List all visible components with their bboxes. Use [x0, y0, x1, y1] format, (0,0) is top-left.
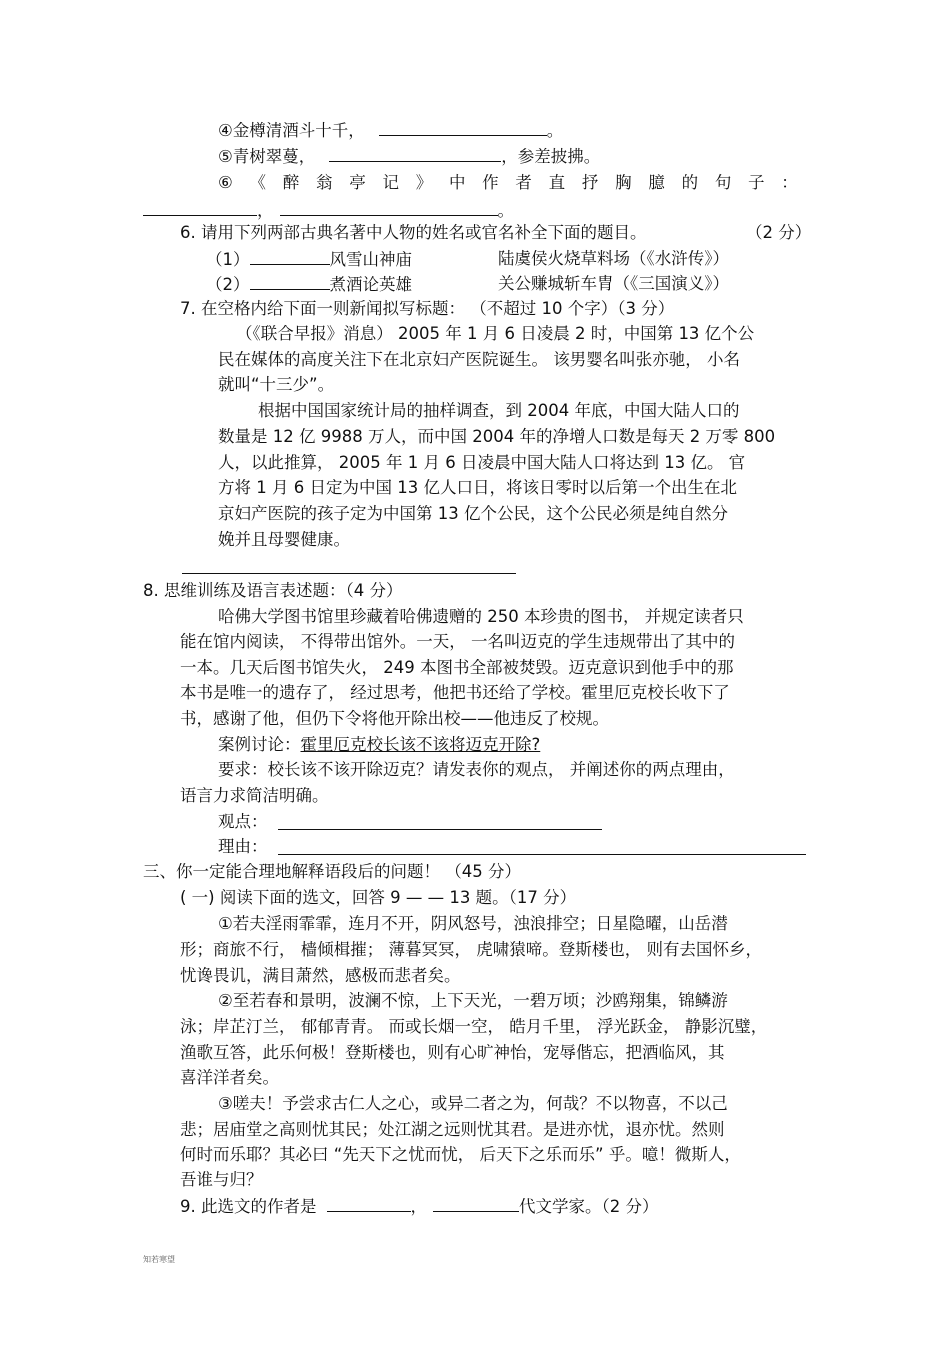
poem-line-6-char: 直: [548, 173, 566, 192]
poem-line-6-char: ：: [781, 173, 798, 192]
q8-line: 一本。几天后图书馆失火， 249 本图书全部被焚毁。迈克意识到他手中的那: [180, 658, 734, 677]
answer-blank[interactable]: [250, 273, 330, 290]
poem-line-6-char: 胸: [615, 173, 632, 192]
q6-item-2-b: 关公赚城斩车胄（《三国演义》）: [498, 274, 729, 293]
poem-line-6-char: 子: [748, 173, 765, 192]
q7-line: 京妇产医院的孩子定为中国第 13 亿个公民，这个公民必须是纯自然分: [218, 504, 728, 523]
poem-line-6-char: 醉: [282, 173, 300, 192]
q8-line: 哈佛大学图书馆里珍藏着哈佛遗赠的 250 本珍贵的图书， 并规定读者只: [218, 607, 744, 626]
q8-stem: 8. 思维训练及语言表述题：（4 分）: [143, 581, 403, 600]
poem-line-6-char: 者: [515, 173, 532, 192]
passage-line: ①若夫淫雨霏霏，连月不开，阴风怒号，浊浪排空；日星隐曜，山岳潜: [218, 914, 728, 933]
poem-line-6-char: 句: [714, 173, 732, 192]
poem-line-6-end: 。: [497, 201, 514, 220]
q7-line: 根据中国国家统计局的抽样调查，到 2004 年底，中国大陆人口的: [258, 401, 740, 420]
q7-answer-line[interactable]: [182, 573, 516, 574]
poem-line-6-mid: ，: [257, 201, 274, 220]
poem-line-6-char: 臆: [648, 173, 665, 192]
q8-line: 能在馆内阅读， 不得带出馆外。一天， 一名叫迈克的学生违规带出了其中的: [180, 632, 735, 651]
part3-subheading: ( 一) 阅读下面的选文，回答 9 — — 13 题。（17 分）: [180, 888, 577, 907]
poem-line-6-char: 中: [448, 173, 466, 192]
q8-case-label: 案例讨论：: [218, 735, 301, 754]
q6-item-2-a: 煮酒论英雄: [329, 275, 412, 294]
passage-line: ③嗟夫！予尝求古仁人之心，或异二者之为，何哉？不以物喜，不以己: [218, 1094, 728, 1113]
passage-line: 悲；居庙堂之高则忧其民；处江湖之远则忧其君。是进亦忧，退亦忧。然则: [180, 1120, 725, 1139]
q8-line: 本书是唯一的遗存了， 经过思考，他把书还给了学校。霍里厄克校长收下了: [180, 683, 730, 702]
poem-line-6-answers: [143, 199, 514, 222]
q9-mid: ，: [410, 1197, 427, 1216]
q9-prefix: 9. 此选文的作者是: [180, 1197, 317, 1216]
answer-blank[interactable]: [329, 145, 501, 162]
poem-line-6: [218, 172, 798, 194]
answer-blank[interactable]: [143, 199, 257, 216]
footer-mark: 知若寒望: [143, 1255, 175, 1264]
q6-item-1-a: 风雪山神庙: [329, 250, 412, 269]
q9-suffix: 代文学家。（2 分）: [519, 1197, 659, 1216]
passage-line: ②至若春和景明，波澜不惊，上下天光，一碧万顷；沙鸥翔集，锦鳞游: [218, 991, 728, 1010]
part3-heading: 三、你一定能合理地解释语段后的问题！ （45 分）: [143, 862, 521, 881]
answer-blank[interactable]: [379, 119, 547, 136]
q6-stem: 6. 请用下列两部古典名著中人物的姓名或官名补全下面的题目。: [180, 223, 647, 242]
passage-line: 泳；岸芷汀兰， 郁郁青青。 而或长烟一空， 皓月千里， 浮光跃金， 静影沉璧，: [180, 1017, 768, 1036]
poem-line-6-char: 翁: [316, 173, 333, 192]
q7-line: 方将 1 月 6 日定为中国 13 亿人口日，将该日零时以后第一个出生在北: [218, 478, 737, 497]
poem-line-6-char: 的: [681, 173, 699, 192]
poem-line-4: [218, 119, 563, 142]
answer-blank[interactable]: [280, 199, 498, 216]
q6-item-2: [206, 273, 412, 296]
passage-line: 吾谁与归？: [180, 1170, 263, 1189]
passage-line: 何时而乐耶？其必曰 “先天下之忧而忧， 后天下之乐而乐” 乎。噫！微斯人，: [180, 1145, 741, 1164]
poem-line-6-char: 《: [249, 173, 267, 192]
poem-line-5: [218, 145, 600, 168]
answer-blank[interactable]: [250, 248, 330, 265]
q8-view-answer-line[interactable]: [278, 829, 602, 830]
poem-line-4-suffix: 。: [546, 121, 564, 140]
passage-line: 渔歌互答，此乐何极！登斯楼也，则有心旷神怡，宠辱偕忘，把酒临风，其: [180, 1043, 725, 1062]
q8-requirement: 要求：校长该不该开除迈克？请发表你的观点， 并阐述你的两点理由，: [218, 760, 735, 779]
q7-line: 民在媒体的高度关注下在北京妇产医院诞生。 该男婴名叫张亦驰， 小名: [218, 350, 740, 369]
passage-line: 形；商旅不行， 樯倾楫摧； 薄暮冥冥， 虎啸猿啼。登斯楼也， 则有去国怀乡，: [180, 940, 762, 959]
poem-line-6-char: 作: [482, 173, 499, 192]
q6-item-1: [206, 248, 412, 271]
poem-line-5-prefix: ⑤青树翠蔓，: [218, 147, 316, 166]
q8-view-label: 观点：: [218, 812, 268, 831]
poem-line-6-char: 亭: [349, 173, 366, 192]
q7-line: 人，以此推算， 2005 年 1 月 6 日凌晨中国大陆人口将达到 13 亿。 官: [218, 453, 746, 472]
q7-line: 就叫“十三少”。: [218, 375, 335, 394]
q6-score: （2 分）: [746, 223, 812, 242]
q8-case-question: 霍里厄克校长该不该将迈克开除?: [300, 735, 541, 754]
poem-line-6-char: 》: [415, 173, 433, 192]
q8-reason-answer-line[interactable]: [278, 854, 806, 855]
q6-item-2-no: （2）: [206, 275, 250, 294]
poem-line-6-char: 抒: [581, 173, 599, 192]
poem-line-5-suffix: ，参差披拂。: [501, 147, 601, 166]
answer-blank[interactable]: [433, 1195, 519, 1212]
q8-requirement-cont: 语言力求简洁明确。: [180, 786, 329, 805]
passage-line: 喜洋洋者矣。: [180, 1068, 279, 1087]
q7-line: （《联合早报》消息） 2005 年 1 月 6 日凌晨 2 时，中国第 13 亿个公: [236, 324, 755, 343]
q7-line: 数量是 12 亿 9988 万人，而中国 2004 年的净增人口数是每天 2 万零 800: [218, 427, 776, 446]
q8-case: [218, 734, 540, 756]
answer-blank[interactable]: [327, 1195, 411, 1212]
q7-line: 娩并且母婴健康。: [218, 530, 350, 549]
q6-item-1-no: （1）: [206, 250, 250, 269]
q9: [180, 1195, 659, 1218]
poem-line-4-prefix: ④金樽清酒斗十千，: [218, 121, 365, 140]
q6-item-1-b: 陆虞侯火烧草料场（《水浒传》）: [498, 249, 729, 268]
q8-reason-label: 理由：: [218, 837, 268, 856]
poem-line-6-char: ⑥: [218, 173, 233, 192]
passage-line: 忧谗畏讥，满目萧然，感极而悲者矣。: [180, 966, 461, 985]
poem-line-6-char: 记: [382, 173, 399, 192]
q8-line: 书，感谢了他，但仍下令将他开除出校——他违反了校规。: [180, 709, 609, 728]
q7-stem: 7. 在空格内给下面一则新闻拟写标题： （不超过 10 个字）（3 分）: [180, 299, 675, 318]
